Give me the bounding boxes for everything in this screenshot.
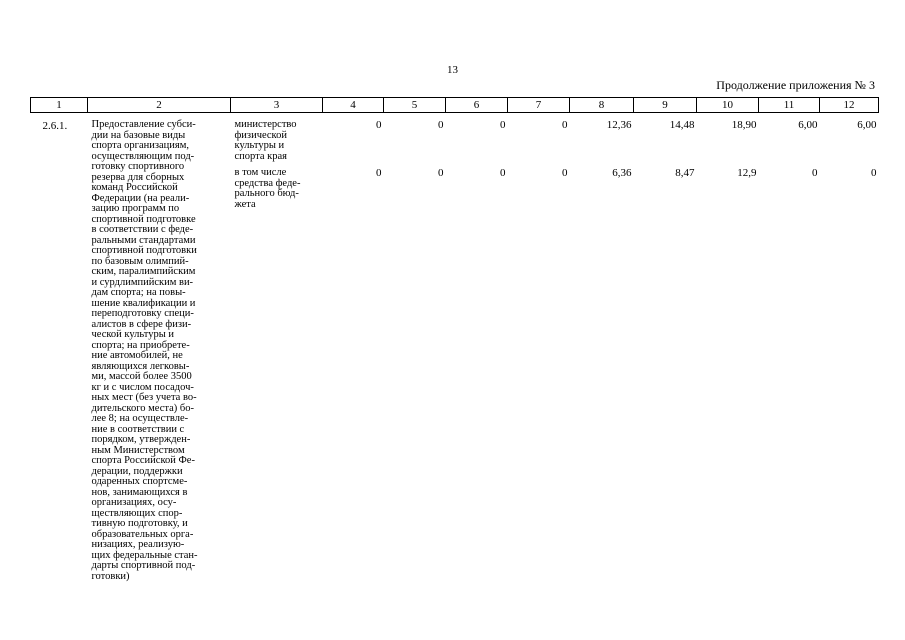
executor-ministry: министерство физической культуры и спорта края [234, 119, 297, 162]
value: 0 [438, 167, 444, 179]
value-cell [759, 113, 820, 583]
value: 18,90 [731, 119, 757, 131]
column-header: 2 [88, 98, 231, 113]
column-header: 4 [323, 98, 384, 113]
column-header: 3 [231, 98, 323, 113]
value-cell [323, 113, 384, 583]
value-cell [446, 113, 508, 583]
value-cell [820, 113, 879, 583]
column-header: 12 [820, 98, 879, 113]
value: 0 [376, 119, 382, 131]
column-header: 6 [446, 98, 508, 113]
value: 0 [562, 167, 568, 179]
page-number: 13 [447, 64, 458, 76]
value: 0 [438, 119, 444, 131]
value: 6,36 [612, 167, 632, 179]
column-header: 9 [634, 98, 697, 113]
value: 0 [871, 167, 877, 179]
value: 12,9 [737, 167, 757, 179]
column-header: 11 [759, 98, 820, 113]
value-cell [508, 113, 570, 583]
column-header: 10 [697, 98, 759, 113]
value: 14,48 [669, 119, 695, 131]
value-cell [697, 113, 759, 583]
value: 0 [376, 167, 382, 179]
column-number-row [31, 98, 879, 113]
value: 0 [562, 119, 568, 131]
column-header: 1 [31, 98, 88, 113]
column-header: 5 [384, 98, 446, 113]
value-cell [634, 113, 697, 583]
executor-cell [231, 113, 323, 583]
executor-federal-budget: в том числе средства феде- рального бюд- жета [234, 167, 301, 210]
value-cell [570, 113, 634, 583]
value-cell [384, 113, 446, 583]
row-number: 2.6.1. [42, 120, 68, 132]
column-header: 8 [570, 98, 634, 113]
value: 12,36 [606, 119, 632, 131]
budget-table [30, 97, 879, 582]
table-row [31, 113, 879, 583]
value: 6,00 [857, 119, 877, 131]
value: 6,00 [798, 119, 818, 131]
value: 0 [812, 167, 818, 179]
continuation-label: Продолжение приложения № 3 [716, 78, 875, 92]
value: 0 [500, 167, 506, 179]
row-description: Предоставление субси- дии на базовые виды спорта организациям, осуществляющим под- готовку спортивного резерва для сборных команд Российской Федерации (на реали- зацию программ по спортивной подготовке в соответствии с феде- ральными стандартами спортивной подготовки по базовым олимпий- ским, паралимпийским и сурдлимпийским ви- дам спорта; на повы- шение квалификации и переподготовку специ- алистов в сфере физи- ческой культуры и спорта; на приобрете- ние автомобилей, не являющихся легковы- ми, массой более 3500 кг и с числом посадоч- ных мест (без учета во- дительского места) бо- лее 8; на осуществле- ние в соответствии с порядком, утвержден- ным Министерством спорта Российской Фе- дерации, поддержки одаренных спортсме- нов, занимающихся в организациях, осу- ществляющих спор- тивную подготовку, и образовательных орга- низациях, реализую- щих федеральные стан- дарты спортивной под- готовки) [91, 119, 198, 582]
value: 0 [500, 119, 506, 131]
column-header: 7 [508, 98, 570, 113]
value: 8,47 [675, 167, 695, 179]
